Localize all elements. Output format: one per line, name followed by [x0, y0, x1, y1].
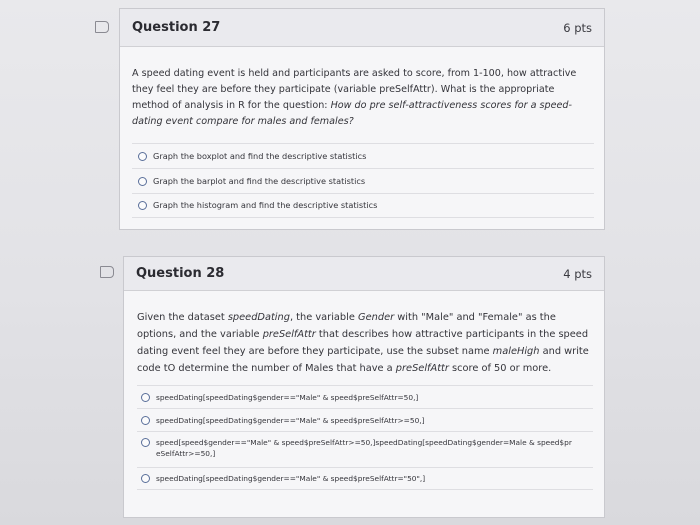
question-header	[120, 9, 604, 47]
question-points: 6 pts	[563, 20, 592, 35]
answer-option[interactable]	[132, 168, 594, 193]
question-text-emphasis: How do pre self-attractiveness scores for a speed-dating event compare for males and females?	[132, 100, 572, 127]
question-text-part: Given the dataset	[137, 312, 228, 323]
radio-button[interactable]	[141, 393, 150, 402]
question-text-part: with "Male" and "Female" as the options, and the variable	[137, 312, 556, 340]
question-text-emphasis: speedDating	[227, 312, 290, 323]
answer-label: Graph the barplot and find the descriptive statistics	[153, 175, 366, 186]
question-text-emphasis: preSelfAttr	[262, 329, 316, 340]
flag-icon[interactable]	[100, 266, 114, 278]
question-text-part: , the variable	[289, 312, 359, 323]
answer-option[interactable]	[137, 467, 593, 490]
radio-button[interactable]	[138, 152, 147, 161]
question-card-27	[119, 8, 605, 230]
radio-button[interactable]	[141, 438, 150, 447]
answer-label: speedDating[speedDating$gender=="Male" & speed$preSelfAttr=50,]	[156, 392, 419, 402]
answer-label: speedDating[speedDating$gender=="Male" & speed$preSelfAttr="50",]	[156, 474, 426, 483]
answer-label: speed[speed$gender=="Male" & speed$preSelfAttr>=50,]speedDating[speedDating$gender=Male & speed$preSelfAttr>=50,]	[156, 438, 572, 458]
answer-label: Graph the boxplot and find the descriptive statistics	[153, 150, 367, 161]
question-points: 4 pts	[563, 266, 592, 281]
question-card-28	[123, 256, 605, 518]
flag-icon[interactable]	[95, 21, 109, 33]
radio-button[interactable]	[138, 201, 147, 210]
question-text-part: that describes how attractive participants in the speed dating event feel they are before they participate, use the subset name	[137, 329, 589, 357]
answer-list	[132, 143, 594, 218]
answer-label: speedDating[speedDating$gender=="Male" & speed$preSelfAttr>=50,]	[156, 415, 425, 425]
answer-option[interactable]	[137, 385, 593, 408]
question-title: Question 27	[132, 20, 221, 35]
question-text-part: A speed dating event is held and participants are asked to score, from 1-100, how attractive they feel they are before they participate (variable preSelfAttr). What is the appropriate method of analysis in R for the question:	[132, 68, 577, 111]
question-header	[124, 257, 604, 291]
radio-button[interactable]	[141, 416, 150, 425]
radio-button[interactable]	[138, 177, 147, 186]
question-text	[137, 309, 593, 377]
radio-button[interactable]	[141, 474, 150, 483]
question-title: Question 28	[136, 266, 225, 281]
question-text	[132, 66, 594, 130]
answer-option[interactable]	[132, 143, 594, 168]
question-text-part: score of 50 or more.	[448, 363, 552, 374]
question-text-emphasis: Gender	[358, 312, 395, 323]
question-text-part: and write code tO determine the number of Males that have a	[137, 346, 589, 374]
answer-option[interactable]	[137, 431, 593, 467]
question-text-emphasis: preSelfAttr	[395, 363, 449, 374]
answer-label: Graph the histogram and find the descriptive statistics	[153, 200, 378, 210]
answer-option[interactable]	[132, 193, 594, 218]
question-text-emphasis: maleHigh	[492, 346, 540, 357]
answer-option[interactable]	[137, 408, 593, 431]
answer-list	[137, 385, 593, 490]
